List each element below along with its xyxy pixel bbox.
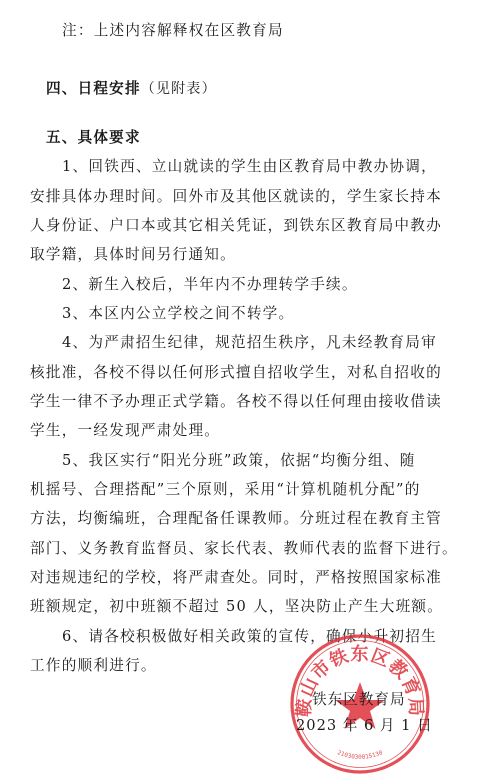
body-line: 人身份证、户口本或其它相关凭证，到铁东区教育局中教办 [30, 217, 442, 234]
body-line: 安排具体办理时间。回外市及其他区就读的，学生家长持本 [30, 188, 442, 205]
svg-text:2103030015130: 2103030015130 [336, 749, 384, 761]
body-line: 1、回铁西、立山就读的学生由区教育局中教办协调， [62, 158, 437, 175]
body-line: 2、新生入校后，半年内不办理转学手续。 [62, 276, 358, 293]
body-line: 对违规违纪的学校，将严肃查处。同时，严格按照国家标准 [30, 569, 442, 586]
body-line: 部门、义务教育监督员、家长代表、教师代表的监督下进行。 [30, 540, 458, 557]
body-line: 学生，一经发现严肃处理。 [30, 422, 221, 439]
body-line: 4、为严肃招生纪律，规范招生秩序，凡未经教育局审 [62, 334, 437, 351]
body-line: 5、我区实行“阳光分班”政策，依据“均衡分组、随 [62, 452, 416, 469]
body-line: 学生一律不予办理正式学籍。各校不得以任何理由接收借读 [30, 393, 442, 410]
svg-text:鞍山市铁东区教育局: 鞍山市铁东区教育局 [293, 644, 427, 718]
body-line: 班额规定，初中班额不超过 50 人，坚决防止产生大班额。 [30, 598, 444, 615]
body-line: 方法，均衡编班，合理配备任课教师。分班过程在教育主管 [30, 510, 442, 527]
body-line: 3、本区内公立学校之间不转学。 [62, 305, 295, 322]
body-line: 6、请各校积极做好相关政策的宣传，确保小升初招生 [62, 628, 437, 645]
note-line: 注：上述内容解释权在区教育局 [62, 22, 284, 39]
section-4-title: 四、日程安排 [46, 80, 141, 97]
section-5-heading: 五、具体要求 [46, 129, 141, 146]
body-line: 取学籍，具体时间另行通知。 [30, 246, 236, 263]
signature-date: 2023 年 6 月 1 日 [296, 717, 433, 734]
body-line: 机摇号、合理搭配”三个原则，采用“计算机随机分配”的 [30, 481, 421, 498]
signature-org: 铁东区教育局 [312, 691, 406, 708]
section-4-heading [46, 80, 217, 98]
section-4-sub: （见附表） [140, 81, 217, 97]
body-line: 核批准，各校不得以任何形式擅自招收学生，对私自招收的 [30, 364, 442, 381]
body-line: 工作的顺利进行。 [30, 657, 157, 674]
